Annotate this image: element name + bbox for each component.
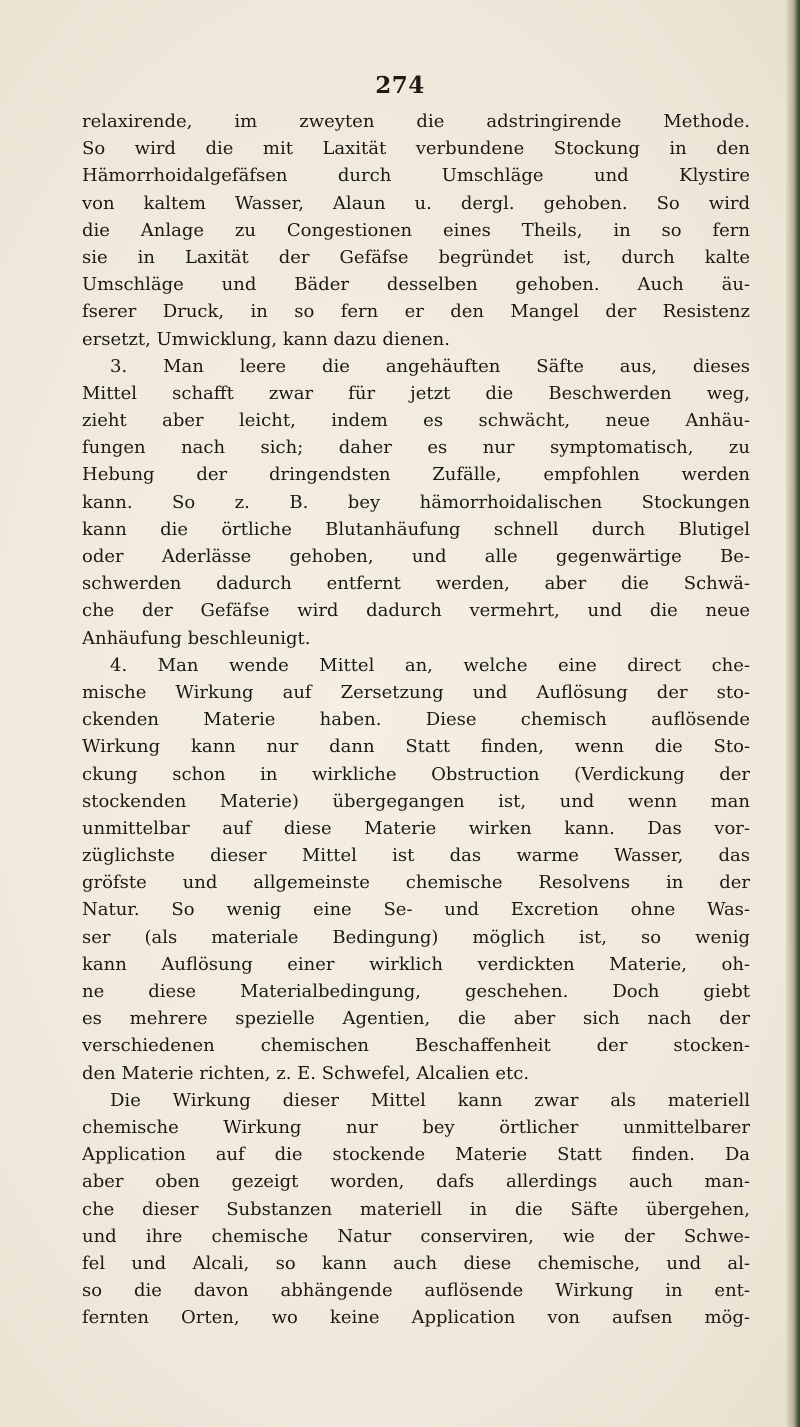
text-line: Wirkung kann nur dann Statt finden, wenn die Sto-: [82, 736, 750, 758]
binding-edge: [786, 0, 800, 1427]
text-line: Application auf die stockende Materie Statt finden. Da: [82, 1144, 750, 1166]
text-line: und ihre chemische Natur conserviren, wie der Schwe-: [82, 1225, 750, 1247]
text-line: fserer Druck, in so fern er den Mangel der Resistenz: [82, 301, 750, 323]
text-line: Umschläge und Bäder desselben gehoben. Auch äu-: [82, 274, 750, 296]
text-line: schwerden dadurch entfernt werden, aber die Schwä-: [82, 573, 750, 595]
text-line: stockenden Materie) übergegangen ist, und wenn man: [82, 790, 750, 812]
body-text: [82, 108, 750, 1331]
text-line: Mittel schafft zwar für jetzt die Beschwerden weg,: [82, 382, 750, 404]
text-line: unmittelbar auf diese Materie wirken kann. Das vor-: [82, 817, 750, 839]
text-line: Die Wirkung dieser Mittel kann zwar als materiell: [110, 1089, 750, 1111]
text-line: So wird die mit Laxität verbundene Stockung in den: [82, 138, 750, 160]
text-line: zieht aber leicht, indem es schwächt, neue Anhäu-: [82, 410, 750, 432]
text-line: kann die örtliche Blutanhäufung schnell durch Blutigel: [82, 518, 750, 540]
text-line: kann. So z. B. bey hämorrhoidalischen Stockungen: [82, 491, 750, 513]
text-line: ersetzt, Umwicklung, kann dazu dienen.: [82, 328, 450, 350]
text-line: Hebung der dringendsten Zufälle, empfohlen werden: [82, 464, 750, 486]
page-number: 274: [375, 72, 425, 99]
text-line: chemische Wirkung nur bey örtlicher unmittelbarer: [82, 1116, 750, 1138]
text-line: Anhäufung beschleunigt.: [82, 627, 311, 649]
text-line: aber oben gezeigt worden, dafs allerdings auch man-: [82, 1171, 750, 1193]
text-line: fernten Orten, wo keine Application von aufsen mög-: [82, 1307, 750, 1329]
text-line: relaxirende, im zweyten die adstringirende Methode.: [82, 111, 750, 132]
text-line: die Anlage zu Congestionen eines Theils, in so fern: [82, 219, 750, 241]
text-line: che dieser Substanzen materiell in die Säfte übergehen,: [82, 1198, 750, 1220]
text-line: 3. Man leere die angehäuften Säfte aus, dieses: [110, 355, 750, 377]
text-line: von kaltem Wasser, Alaun u. dergl. gehoben. So wird: [82, 192, 750, 214]
text-line: che der Gefäfse wird dadurch vermehrt, und die neue: [82, 600, 750, 622]
text-line: ckenden Materie haben. Diese chemisch auflösende: [82, 709, 750, 731]
text-line: kann Auflösung einer wirklich verdickten Materie, oh-: [82, 953, 750, 975]
text-line: den Materie richten, z. E. Schwefel, Alcalien etc.: [82, 1062, 530, 1084]
text-line: 4. Man wende Mittel an, welche eine direct che-: [110, 654, 750, 676]
text-line: Natur. So wenig eine Se- und Excretion ohne Was-: [82, 899, 750, 921]
text-line: Hämorrhoidalgefäfsen durch Umschläge und Klystire: [82, 165, 750, 187]
text-line: mische Wirkung auf Zersetzung und Auflösung der sto-: [82, 681, 750, 703]
text-line: es mehrere spezielle Agentien, die aber sich nach der: [82, 1008, 750, 1030]
text-line: so die davon abhängende auflösende Wirkung in ent-: [82, 1280, 750, 1302]
text-line: ne diese Materialbedingung, geschehen. Doch giebt: [82, 981, 750, 1002]
text-line: fungen nach sich; daher es nur symptomatisch, zu: [82, 437, 750, 459]
text-line: fel und Alcali, so kann auch diese chemische, und al-: [82, 1252, 750, 1274]
text-line: sie in Laxität der Gefäfse begründet ist, durch kalte: [82, 246, 750, 268]
text-line: züglichste dieser Mittel ist das warme Wasser, das: [82, 845, 750, 867]
text-line: gröfste und allgemeinste chemische Resolvens in der: [82, 872, 750, 894]
text-line: ser (als materiale Bedingung) möglich ist, so wenig: [82, 926, 750, 948]
text-line: ckung schon in wirkliche Obstruction (Verdickung der: [82, 763, 750, 785]
text-line: verschiedenen chemischen Beschaffenheit der stocken-: [82, 1035, 750, 1057]
text-line: oder Aderlässe gehoben, und alle gegenwärtige Be-: [82, 546, 750, 567]
